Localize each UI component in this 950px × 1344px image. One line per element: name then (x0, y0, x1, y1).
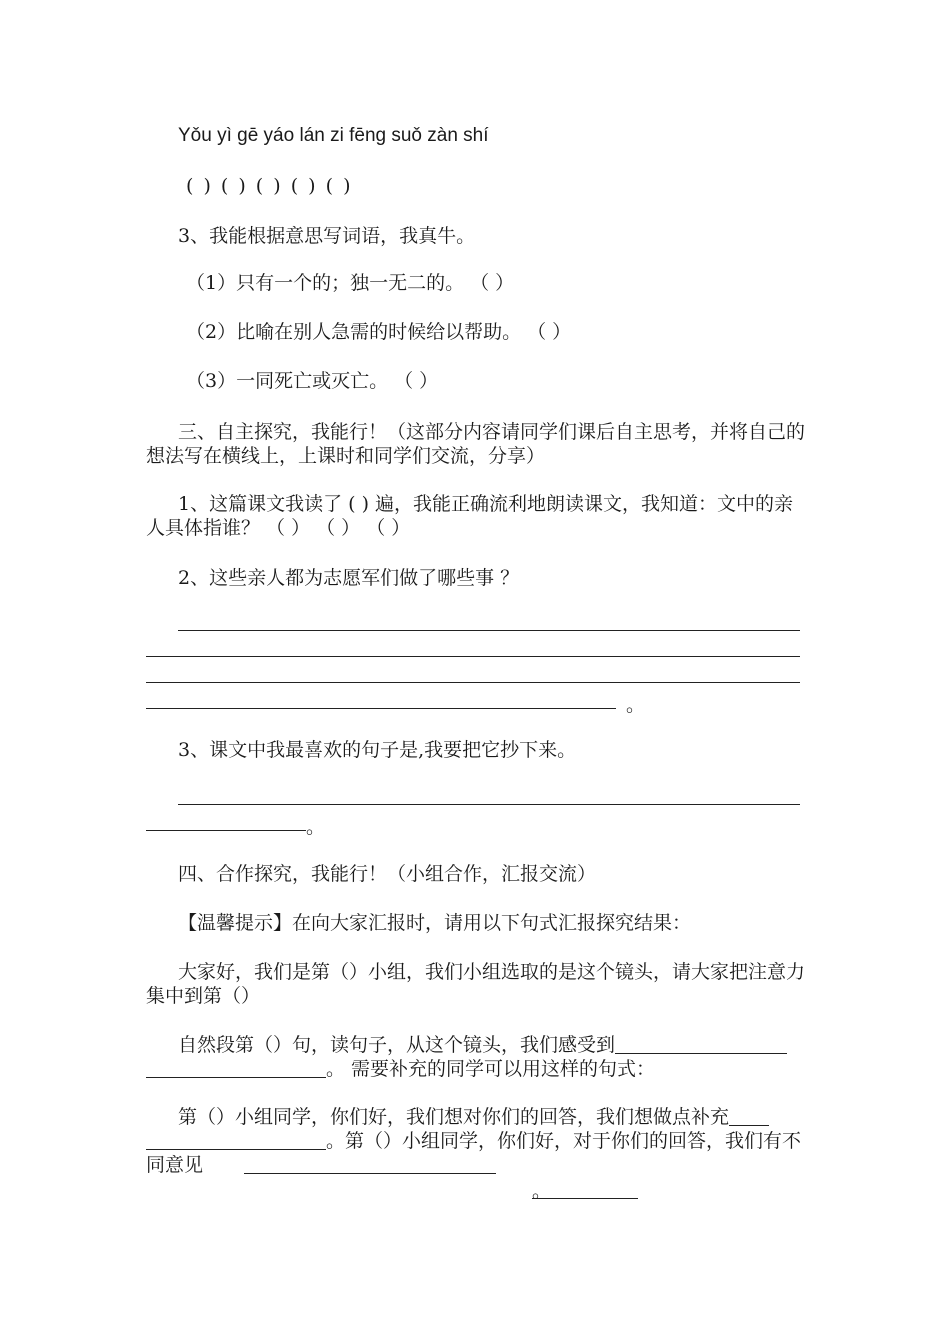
section-4-heading: 四、合作探究，我能行！（小组合作，汇报交流） (178, 863, 597, 885)
section-3-question-2: 2、这些亲人都为志愿军们做了哪些事 ？ (178, 567, 520, 589)
answer-line[interactable] (178, 630, 800, 631)
q3-item-3: （3）一同死亡或灭亡。 （ ） (186, 370, 439, 392)
q3-item-1: （1）只有一个的；独一无二的。 （ ） (186, 272, 515, 294)
pinyin-line: Yǒu yì gē yáo lán zi fēng suǒ zàn shí (178, 125, 489, 146)
section-3-question-1: 1、这篇课文我读了 ( ) 遍，我能正确流利地朗读课文，我知道：文中的亲人具体指谁？ （ ） （ ） （ ） (146, 493, 794, 539)
answer-line[interactable] (146, 830, 306, 831)
report-template-3: 第（）小组同学，你们好，我们想对你们的回答，我们想做点补充 。第（）小组同学，你们好，对于你们的回答，我们有不同意见 (146, 1106, 802, 1176)
q3-item-2: （2）比喻在别人急需的时候给以帮助。 （ ） (186, 321, 572, 343)
report-template-1: 大家好，我们是第（）小组，我们小组选取的是这个镜头，请大家把注意力集中到第（） (146, 961, 806, 1007)
fill-blank[interactable] (615, 1034, 787, 1054)
fill-blank[interactable] (244, 1173, 496, 1174)
answer-line[interactable] (146, 682, 800, 683)
answer-end-period: 。 (306, 816, 326, 838)
fill-blank[interactable] (146, 1058, 326, 1078)
answer-line[interactable] (178, 804, 800, 805)
report-template-3-end: 。 (532, 1180, 552, 1202)
warm-tip: 【温馨提示】在向大家汇报时，请用以下句式汇报探究结果： (178, 912, 692, 934)
section-3-question-3: 3、课文中我最喜欢的句子是,我要把它抄下来。 (178, 739, 577, 761)
fill-blank[interactable] (729, 1106, 769, 1126)
fill-blank[interactable] (532, 1198, 638, 1199)
fill-blank[interactable] (146, 1130, 326, 1150)
report-template-2: 自然段第（）句，读句子，从这个镜头，我们感受到 。 需要补充的同学可以用这样的句式： (146, 1033, 808, 1081)
answer-line[interactable] (146, 708, 616, 709)
answer-end-period: 。 (626, 694, 646, 716)
answer-line[interactable] (146, 656, 800, 657)
pinyin-answer-blanks: ( ) ( ) ( ) ( ) ( ) (186, 175, 351, 197)
question-3-title: 3、我能根据意思写词语，我真牛。 (178, 225, 476, 247)
section-3-heading: 三、自主探究，我能行！（这部分内容请同学们课后自主思考，并将自己的想法写在横线上，上课时和同学们交流，分享） (146, 421, 806, 467)
